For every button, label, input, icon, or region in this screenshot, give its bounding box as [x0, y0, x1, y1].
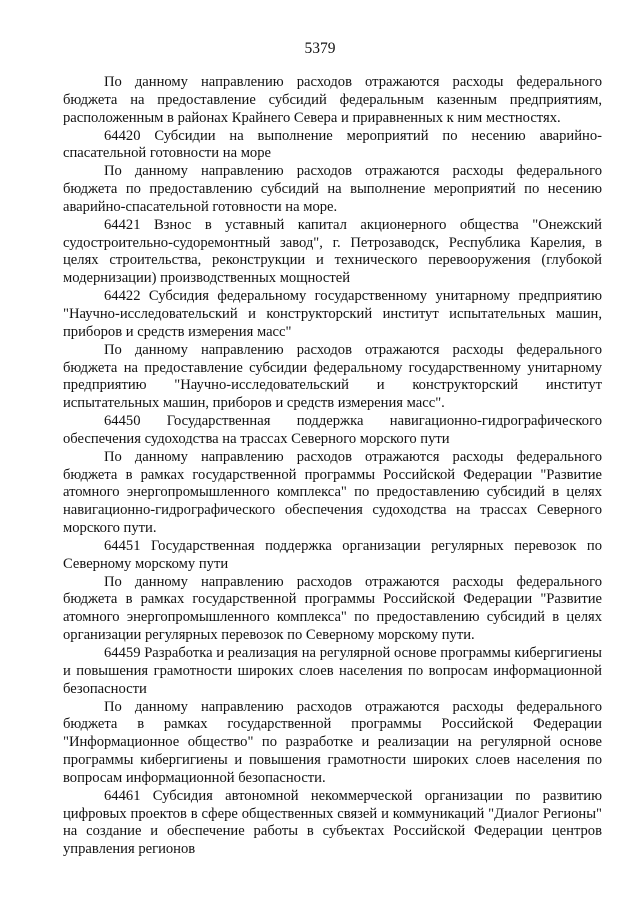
paragraph-code-64421: [63, 217, 602, 288]
paragraph-description-64451: [63, 574, 602, 645]
paragraph-code-64420: [63, 128, 602, 164]
paragraph-text: По данному направлению расходов отражаются расходы федерального бюджета по предоставлению субсидий на выполнение мероприятий по несению аварийно-спасательной готовности на море.: [63, 163, 602, 215]
expense-code: 64420: [104, 127, 141, 144]
paragraph-text: По данному направлению расходов отражаются расходы федерального бюджета на предоставление субсидий федеральным казенным предприятиям, расположенным в районах Крайнего Севера и приравненных к ним местностях.: [63, 74, 602, 126]
expense-code: 64421: [104, 216, 141, 233]
document-body: [63, 74, 602, 859]
expense-code: 64461: [104, 787, 141, 804]
paragraph-description-64420: [63, 163, 602, 217]
paragraph-text: Государственная поддержка организации регулярных перевозок по Северному морскому пути: [63, 537, 602, 572]
paragraph-description-64422: [63, 342, 602, 413]
paragraph-text: По данному направлению расходов отражаются расходы федерального бюджета в рамках государственной программы Российской Федерации "Информационное общество" по разработке и реализации на регулярной основе программы кибергигиены и повышения грамотности широких слоев населения по вопросам информационной безопасности.: [63, 698, 602, 786]
paragraph-text: Субсидия федеральному государственному унитарному предприятию "Научно-исследовательский и конструкторский институт испытательных машин, приборов и средств измерения масс": [63, 288, 602, 340]
expense-code: 64451: [104, 537, 141, 554]
paragraph-text: Взнос в уставный капитал акционерного общества "Онежский судостроительно-судоремонтный завод", г. Петрозаводск, Республика Карелия, в целях строительства, реконструкции и технического перевооружения (глубокой модернизации) производственных мощностей: [63, 216, 602, 287]
paragraph-text: По данному направлению расходов отражаются расходы федерального бюджета на предоставление субсидии федеральному государственному унитарному предприятию "Научно-исследовательский и конструкторский институт испытательных машин, приборов и средств измерения масс".: [63, 341, 602, 412]
expense-code: 64450: [104, 413, 141, 430]
expense-code: 64422: [104, 288, 141, 305]
paragraph-code-64422: [63, 288, 602, 342]
paragraph-code-64451: [63, 538, 602, 574]
paragraph-text: По данному направлению расходов отражаются расходы федерального бюджета в рамках государственной программы Российской Федерации "Развитие атомного энергопромышленного комплекса" по предоставлению субсидий в целях навигационно-гидрографического обеспечения судоходства на трассах Северного морского пути.: [63, 448, 602, 537]
paragraph-text: По данному направлению расходов отражаются расходы федерального бюджета в рамках государственной программы Российской Федерации "Развитие атомного энергопромышленного комплекса" по предоставлению субсидий в целях организации регулярных перевозок по Северному морскому пути.: [63, 573, 602, 644]
expense-code: 64459: [104, 645, 141, 661]
paragraph-code-64450: [63, 413, 602, 449]
paragraph-description-64450: [63, 449, 602, 538]
paragraph-text: Государственная поддержка навигационно-гидрографического обеспечения судоходства на трассах Северного морского пути: [63, 413, 602, 447]
paragraph-text: Субсидии на выполнение мероприятий по несению аварийно-спасательной готовности на море: [63, 127, 602, 162]
paragraph-code-64461: [63, 788, 602, 859]
page-number: 5379: [304, 40, 336, 57]
paragraph-text: Разработка и реализация на регулярной основе программы кибергигиены и повышения грамотности широких слоев населения по вопросам информационной безопасности: [63, 645, 602, 697]
paragraph-code-64459: [63, 645, 602, 699]
paragraph-description-64459: [63, 699, 602, 788]
paragraph-text: Субсидия автономной некоммерческой организации по развитию цифровых проектов в сфере общественных связей и коммуникаций "Диалог Регионы" на создание и обеспечение работы в субъектах Российской Федерации центров управления регионов: [63, 787, 602, 858]
paragraph-intro-subsidies-kazennye: [63, 74, 602, 128]
